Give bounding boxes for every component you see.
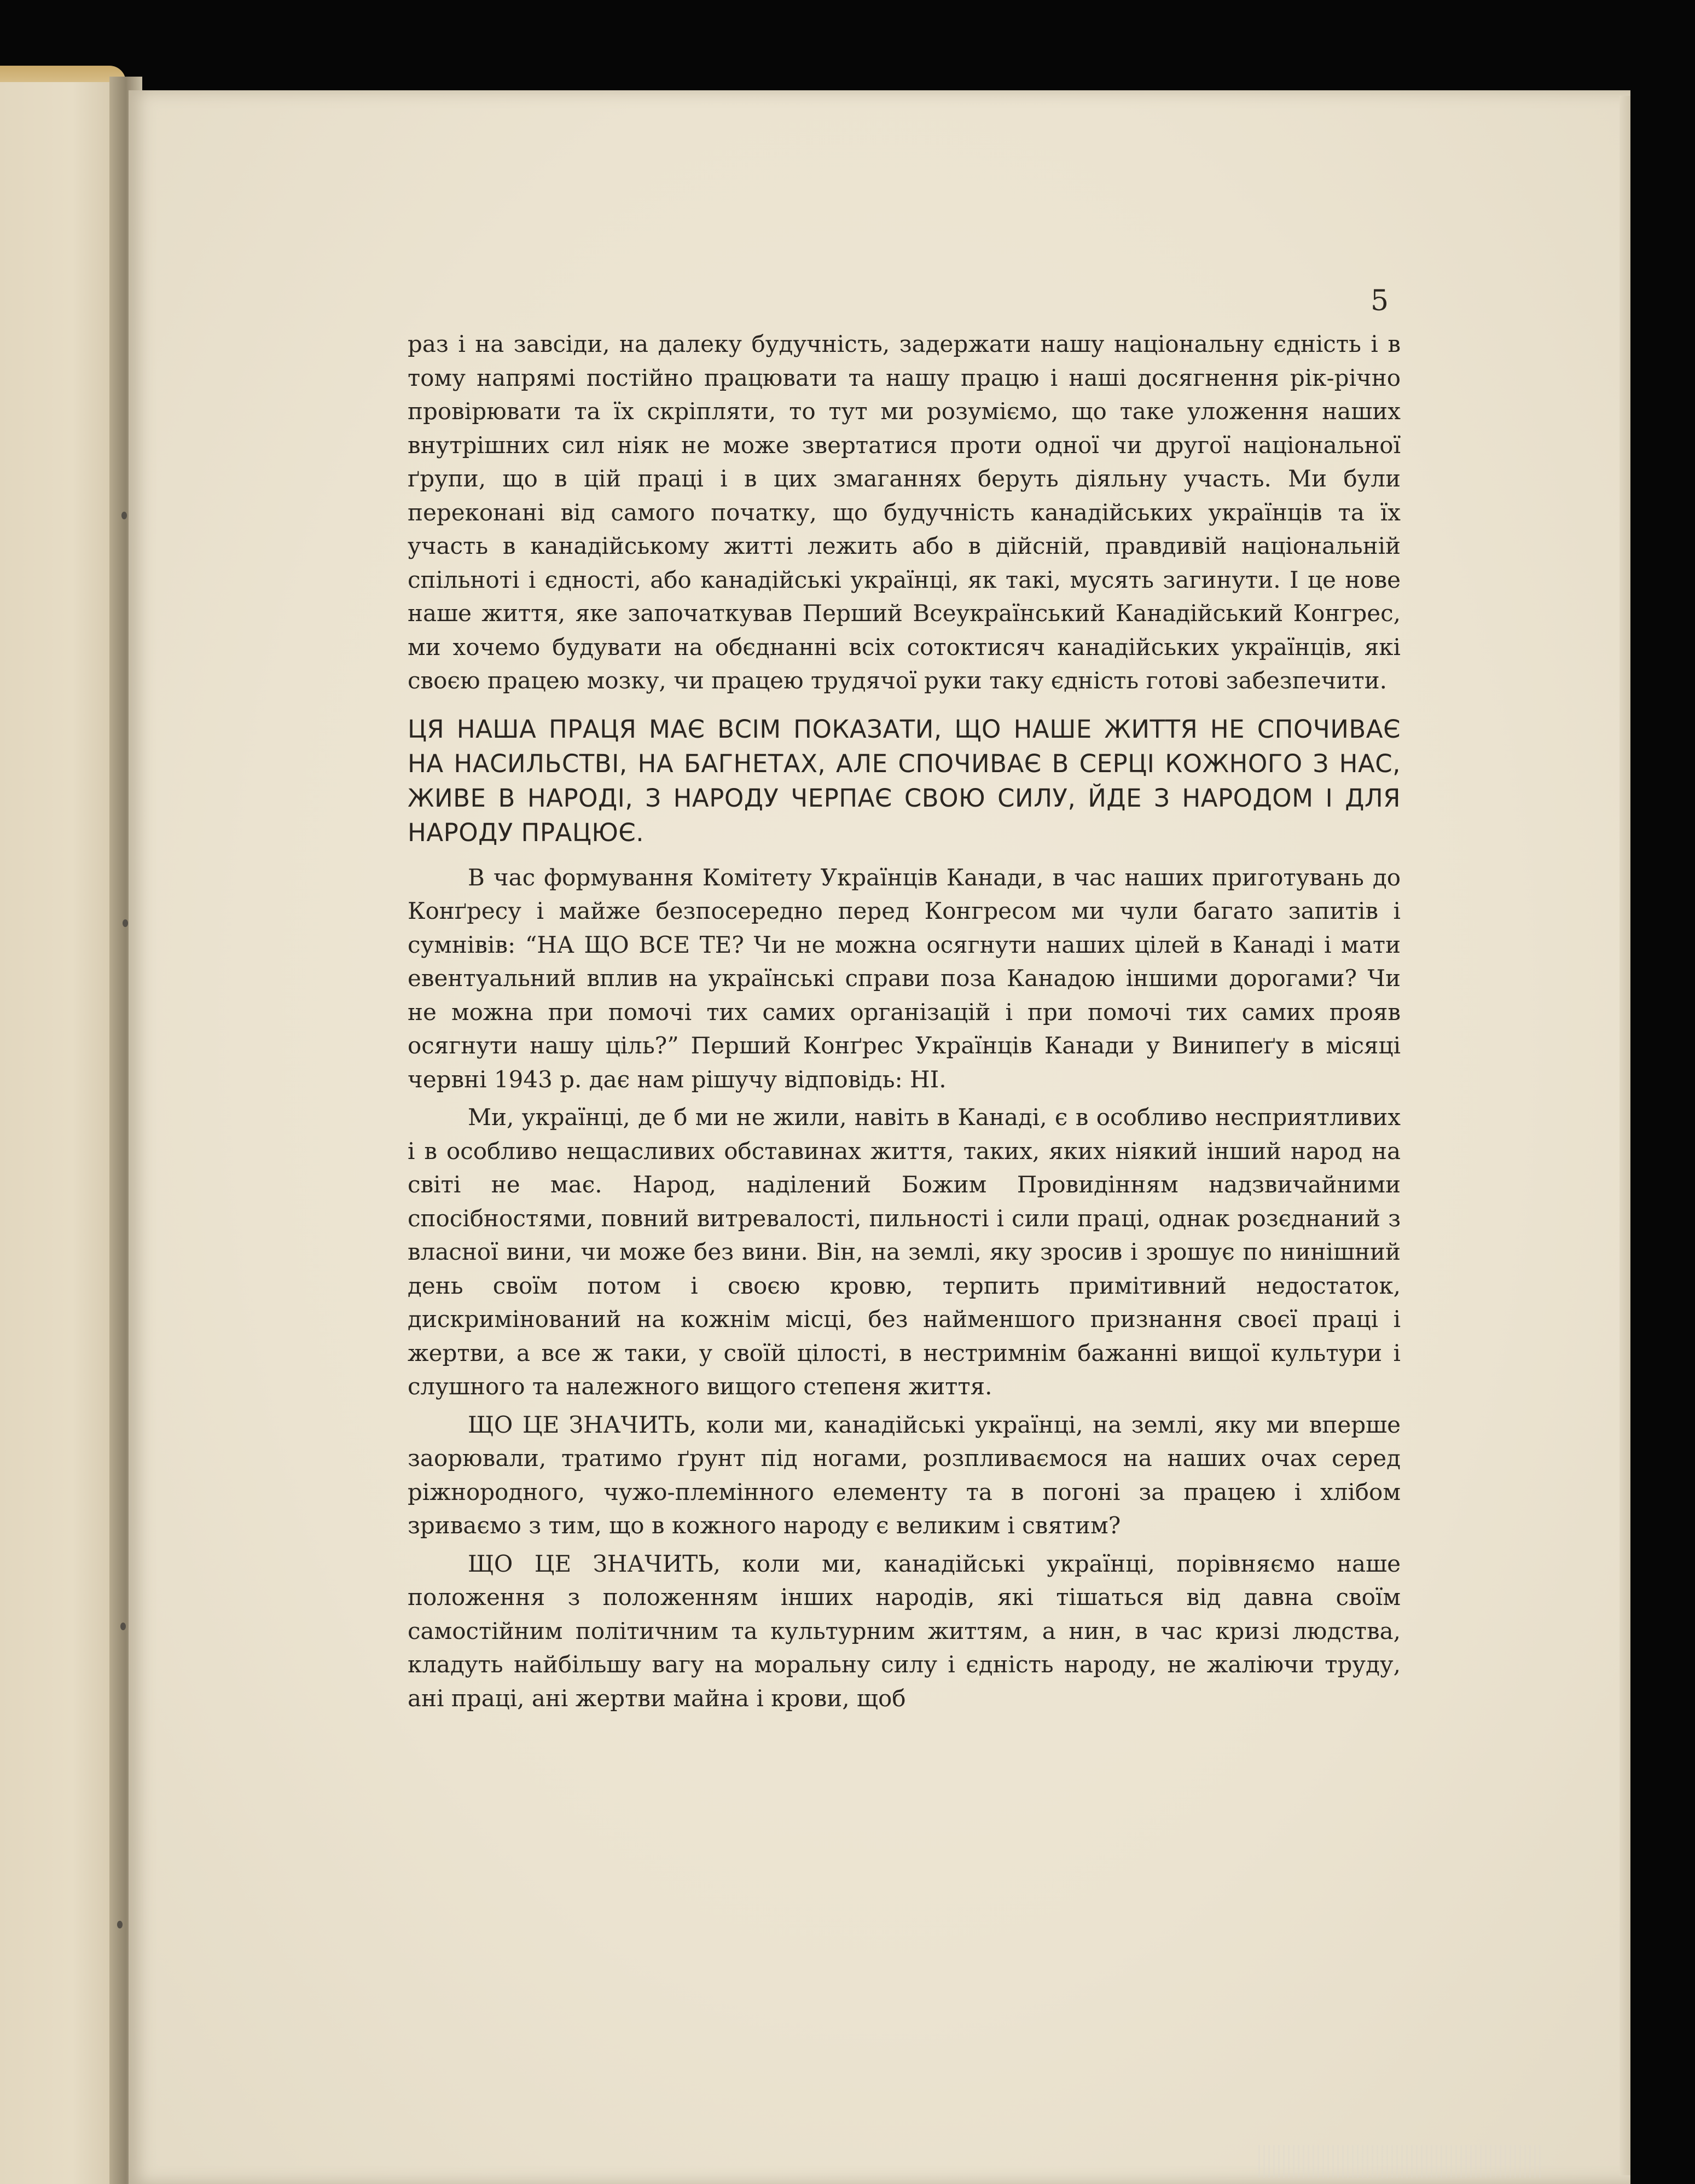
body-text [408,327,1401,1715]
page-edge [1619,96,1630,2175]
paragraph: раз і на завсіди, на далеку будучність, задержати нашу національну єдність і в тому напрямі постійно працювати та нашу працю і наші досягнення рік-річно провірювати та їх скріпляти, то тут ми розуміємо, що таке уложення наших внутрішних сил ніяк не може звертатися проти одної чи другої національної ґрупи, що в цій праці і в цих змаганнях беруть діяльну участь. Ми були переконані від самого початку, що будучність канадійських українців та їх участь в канадійському житті лежить або в дійсній, правдивій національній спільноті і єдності, або канадійські українці, як такі, мусять загинути. І це нове наше життя, яке започаткував Перший Всеукраїнський Канадійський Конгрес, ми хочемо будувати на обєднанні всіх сотоктисяч канадійських українців, які своєю працею мозку, чи працею трудячої руки таку єдність готові забезпечити. [408,331,1401,694]
margin-mark [121,512,127,519]
margin-mark [123,919,128,927]
capitalized-statement: ЦЯ НАША ПРАЦЯ МАЄ ВСІМ ПОКАЗАТИ, ЩО НАШЕ ЖИТТЯ НЕ СПОЧИВАЄ НА НАСИЛЬСТВІ, НА БАГНЕТАХ, АЛЕ СПОЧИВАЄ В СЕРЦІ КОЖНОГО З НАС, ЖИВЕ В НАРОДІ, З НАРОДУ ЧЕРПАЄ СВОЮ СИЛУ, ЙДЕ З НАРОДОМ І ДЛЯ НАРОДУ ПРАЦЮЄ. [408,714,1401,847]
margin-mark [120,1623,126,1630]
paragraph: ЩО ЦЕ ЗНАЧИТЬ, коли ми, канадійські українці, порівняємо наше положення з положенням інших народів, які тішаться від давна своїм самостійним політичним та культурним життям, а нин, в час кризі людства, кладуть найбільшу вагу на моральну силу і єдність народу, не жаліючи труду, ані праці, ані жертви майна і крови, щоб [408,1550,1401,1712]
scan-noise [1258,2145,1543,2178]
paragraph: В час формування Комітету Українців Канади, в час наших приготувань до Конґресу і майже безпосередно перед Конгресом ми чули багато запитів і сумнівів: “НА ЩО ВСЕ ТЕ? Чи не можна осягнути наших цілей в Канаді і мати евентуальний вплив на українські справи поза Канадою іншими дорогами? Чи не можна при помочі тих самих організацій і при помочі тих самих прояв осягнути нашу ціль?” Перший Конґрес Українців Канади у Винипеґу в місяці червні 1943 р. дає нам рішучу відповідь: НІ. [408,864,1401,1093]
page-number: 5 [1371,285,1389,317]
paragraph: Ми, українці, де б ми не жили, навіть в Канаді, є в особливо несприятливих і в особливо нещасливих обставинах життя, таких, яких ніякий інший народ на світі не має. Народ, наділений Божим Провидінням надзвичайними спосібностями, повний витревалості, пильності і сили праці, однак розєднаний з власної вини, чи може без вини. Він, на землі, яку зросив і зрошує по нинішний день своїм потом і своєю кровю, терпить примітивний недостаток, дискримінований на кожнім місці, без найменшого признання своєї праці і жертви, а все ж таки, у своїй цілості, в нестримнім бажанні вищої культури і слушного та належного вищого степеня життя. [408,1104,1401,1400]
margin-mark [117,1921,123,1928]
paragraph: ЩО ЦЕ ЗНАЧИТЬ, коли ми, канадійські українці, на землі, яку ми вперше заорювали, тратимо ґрунт під ногами, розпливаємося на наших очах серед ріжнородного, чужо-племінного елементу та в погоні за працею і хлібом зриваємо з тим, що в кожного народу є великим і святим? [408,1411,1401,1539]
